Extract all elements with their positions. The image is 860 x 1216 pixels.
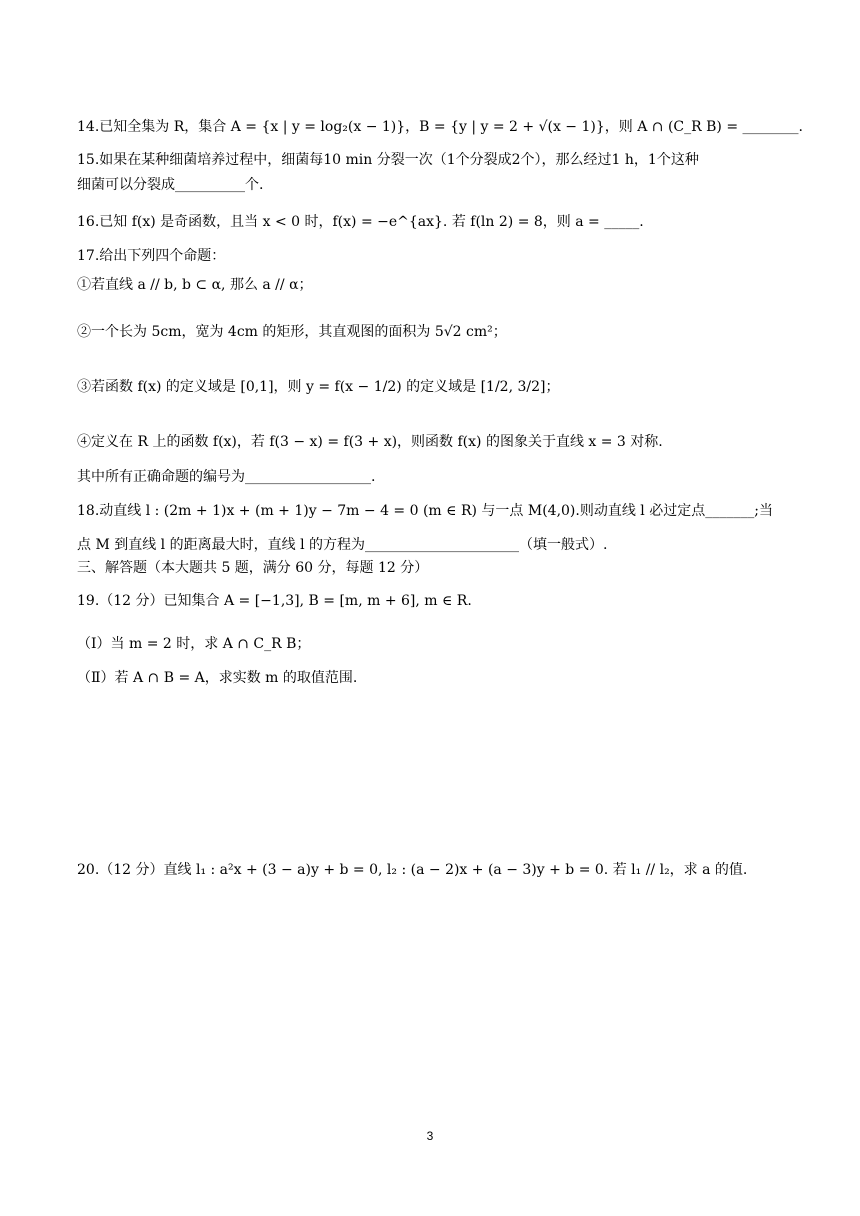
problem-19-part-2: （Ⅱ）若 A ∩ B = A，求实数 m 的取值范围. [77, 670, 358, 686]
section-header: 三、解答题（本大题共 5 题，满分 60 分，每题 12 分） [77, 560, 429, 576]
problem-17-item-3: ③若函数 f(x) 的定义域是 [0,1]，则 y = f(x − 1/2) 的定义域是 [1/2, 3/2]； [77, 379, 560, 395]
problem-17-item-4: ④定义在 R 上的函数 f(x)，若 f(3 − x) = f(3 + x)，则函数 f(x) 的图象关于直线 x = 3 对称. [77, 434, 663, 450]
problem-17-intro: 17.给出下列四个命题： [77, 248, 226, 264]
problem-19-stem: 19.（12 分）已知集合 A = [−1,3], B = [m, m + 6], m ∈ R. [77, 593, 472, 609]
problem-16: 16.已知 f(x) 是奇函数，且当 x < 0 时，f(x) = −e^{ax}. 若 f(ln 2) = 8，则 a = _____. [77, 214, 644, 230]
problem-17-item-1: ①若直线 a // b, b ⊂ α, 那么 a // α； [77, 277, 313, 293]
problem-19-part-1: （Ⅰ）当 m = 2 时，求 A ∩ C_R B； [77, 636, 311, 652]
problem-20: 20.（12 分）直线 l₁ : a²x + (3 − a)y + b = 0, l₂ : (a − 2)x + (a − 3)y + b = 0. 若 l₁ // l₂，求 a 的值. [77, 862, 748, 878]
problem-18-line-1: 18.动直线 l : (2m + 1)x + (m + 1)y − 7m − 4 = 0 (m ∈ R) 与一点 M(4,0).则动直线 l 必过定点_______;当 [77, 503, 773, 519]
problem-15-line-2: 细菌可以分裂成__________个. [77, 177, 264, 193]
problem-14: 14.已知全集为 R，集合 A = {x | y = log₂(x − 1)}，B = {y | y = 2 + √(x − 1)}，则 A ∩ (C_R B) = ________. [77, 119, 803, 135]
problem-17-item-2: ②一个长为 5cm，宽为 4cm 的矩形，其直观图的面积为 5√2 cm²； [77, 324, 507, 340]
problem-15-line-1: 15.如果在某种细菌培养过程中，细菌每10 min 分裂一次（1个分裂成2个），那么经过1 h，1个这种 [77, 152, 699, 168]
problem-17-question: 其中所有正确命题的编号为__________________. [77, 469, 376, 485]
problem-18-line-2: 点 M 到直线 l 的距离最大时，直线 l 的方程为______________________（填一般式）. [77, 537, 608, 553]
page-number: 3 [426, 1129, 434, 1143]
